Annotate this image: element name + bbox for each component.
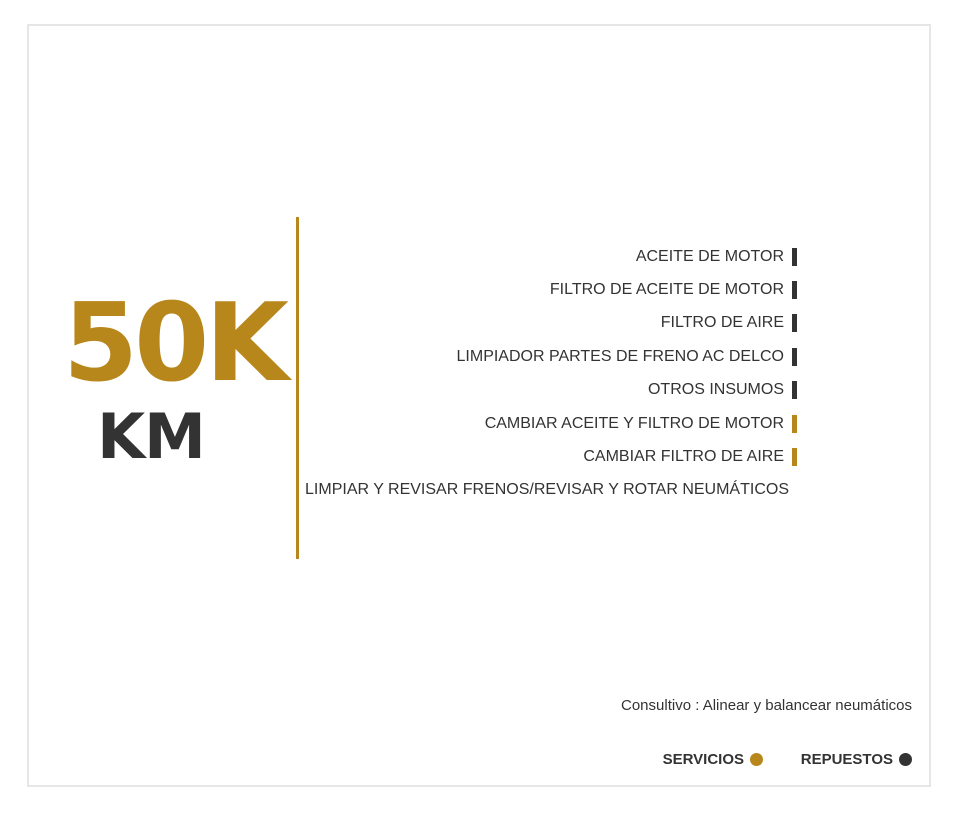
repuestos-marker [792,314,797,332]
divider [296,217,299,559]
list-item-label: LIMPIAR Y REVISAR FRENOS/REVISAR Y ROTAR NEUMÁTICOS [305,481,789,499]
list-item [337,340,797,373]
mileage-value: 50K [63,281,285,406]
repuestos-marker [792,348,797,366]
list-item [337,440,797,473]
list-item [337,307,797,340]
list-item-label: CAMBIAR FILTRO DE AIRE [583,448,784,466]
repuestos-marker [792,281,797,299]
list-item-label: FILTRO DE ACEITE DE MOTOR [549,281,784,299]
servicios-dot-icon [750,753,763,766]
servicios-marker [792,448,797,466]
repuestos-marker [792,248,797,266]
maintenance-list [305,240,797,507]
repuestos-dot-icon [899,753,912,766]
legend-servicios-label: SERVICIOS [662,750,744,768]
list-item-label: OTROS INSUMOS [647,381,784,399]
advisory-note: Consultivo : Alinear y balancear neumáticos [621,697,912,714]
legend-servicios [663,748,763,770]
list-item-label: LIMPIADOR PARTES DE FRENO AC DELCO [456,347,784,365]
list-item [337,240,797,273]
list-item [337,273,797,306]
list-item-label: ACEITE DE MOTOR [635,247,784,265]
servicios-marker [792,415,797,433]
list-item [337,407,797,440]
list-item-label: CAMBIAR ACEITE Y FILTRO DE MOTOR [484,414,784,432]
list-item-label: FILTRO DE AIRE [660,314,784,332]
mileage-unit: KM [97,400,205,473]
repuestos-marker [792,381,797,399]
list-item [337,374,797,407]
legend-repuestos [801,748,912,770]
legend-repuestos-label: REPUESTOS [800,750,893,768]
list-item [305,474,797,507]
